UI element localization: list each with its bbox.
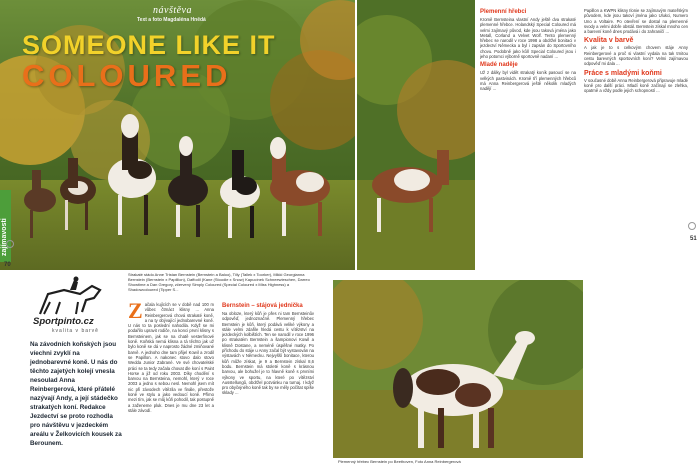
- body-column-1: [128, 302, 214, 460]
- bernstein-photo: [333, 280, 583, 458]
- section-kicker: návštěva: [153, 5, 192, 16]
- column-4-heading-1: Kvalita v barvě: [584, 37, 634, 45]
- registration-mark-left: [6, 240, 14, 248]
- column-3-text-1: Kromě Bernsteina vlastní Andy ještě dva strakaté plemenné hřebce. Holandský Special Coloured má velmi zajímavý původ, kde jsou taková jména jako Metall, Corland a Velvet Wolf. Tento plemenný hřebec se narodil v roce 1998 a obdržel bonitaci v jezdectví Německa a byl i zapsán do Sportovního chovu. Podobně jako kůň Special Coloured jsou i jeho potomci výborně sportovně nadaní ...: [480, 17, 576, 60]
- right-page-hero-extension: [357, 0, 475, 270]
- body-column-2: [222, 302, 314, 460]
- column-2-heading: Bernstein – stájová jednička: [222, 303, 303, 309]
- column-3-heading-1: Plemenní hřebci: [480, 9, 527, 15]
- column-3-text-2: Už z dálky byl vidět strakatý koník pasoucí se na velkých pastvinách. Kromě tří plemenných hřebců má Anna Reinbergerová ještě několik mladých nadějí ...: [480, 70, 576, 92]
- column-4-text-2: A jak je to s celkovým chovem stáje Anny Reinbergerové a proč si vlastní vydala na tak trnitou cestu barevných sportovních koní? Velmi zajímavou odpověď mi dala ...: [584, 45, 688, 67]
- column-4-text-3: V současné době Anna Reinbergerová připravuje mladé koně pro další práci. Mladí koně začínají se zlehka, opatrně a vždy podle jejich schopností ...: [584, 77, 688, 94]
- section-side-tab-label: zajímavosti: [1, 218, 8, 256]
- pinto-horse-illustration: [333, 280, 583, 458]
- horse-rider-logo-icon: [30, 276, 122, 316]
- column-4-heading-2: Práce s mladými koňmi: [584, 69, 662, 77]
- article-title-line2: COLOURED: [22, 58, 232, 93]
- article-credits: Text a foto Magdaléna Hnědá: [137, 17, 206, 23]
- page-number-right: 51: [690, 236, 697, 242]
- body-column-3: [480, 8, 576, 270]
- column-2-text: Na obloze, který kůň je přes ni tam Bernsteinův odpověď, jednoznačně. Plemenný hřebec Bernstein je kůň, který podává veliké výkony a stále velmi zdařile hledá cestu k vítězství na jezdeckých kolbištích. Ten se narodil v roce 1996 po strakatém Bernstein a šampionovi Kowil a klisně Dostane, a neméně úspěšné matky. Po příchodu do stáje u Anny začal být vystavován na výstavách v Německu. Nejvyšší bonitace, kterou kůň může získat, je 9 a Bernstein získal 8,6 bodu. Bernstein má stoleté koně s krásnou barvou, ale bohužel je to hlavně koně s prvními výkony ve sportu, na které po vítězství Ausstellungů, obdržel pozvánku na turnaj. I když pro obyčejného koně tak by se měly počítat spíše sklady ...: [222, 311, 314, 396]
- page-number-left: 70: [4, 262, 11, 268]
- body-column-4: [584, 8, 688, 453]
- column-4-text-1: Papillon a KWPN klisny Ilonie se zajímavým mateřským původem, kde jsou takoví jména jako Ulukci, Numero Uno a Voltaire. Po otevření se dostal na plemenné svody a velmi dobře obstál. Bernstein získal mnoho cen a barevní koně dnes prodává i do zahraničí ...: [584, 8, 688, 35]
- column-3-heading-2: Mladé naděje: [480, 62, 518, 69]
- article-title-line1: SOMEONE LIKE IT: [22, 30, 276, 60]
- bernstein-photo-caption: Plemenný hřebec Bernstein po Beethoven, Foto Anna Reinbergerová: [338, 459, 461, 464]
- foliage-illustration: [357, 0, 475, 270]
- logo-wordmark: Sportpinto.cz: [33, 316, 94, 327]
- logo-tagline: kvalita v barvě: [52, 328, 99, 334]
- drop-cap: Z: [128, 302, 143, 323]
- registration-mark-right: [688, 222, 696, 230]
- lead-paragraph: Na závodních koňských jsou víechni zvyklí na jednobarevné koně. U nás do těchto zajetých kolejí vnesla nesoulad Anna Reinbergerová, které přátelé nazývají Andy, a její stádečko strakatých koní. Redakce Jezdectví se proto rozhodla pro návštěvu v jezdeckém areálu v Želkovicích kousek za Berounem.: [30, 341, 122, 447]
- photo-caption: Strakaté stádo Anne Tristan Bernstein (Bernstein a Baloo), Tilly (Tallek x Toorker), Mikki Georgianna Bernstein (Bernstein x Papillion), Daffodil (Kane (Stoodie x Snow) Kapucínek Schneewieschen, Darreo Showtime a Dan Gregory, zčervený Simply Coloured (Special Coloured x Miss Highness) a Shadowcoloured (Tipper S...: [128, 272, 310, 293]
- section-side-tab: [0, 190, 11, 262]
- column-1-text: ačala kujících se v době nad 100 m vůbec čtrnáct klisny ... Anna Reinbergerová chová strakaté koně, a na ty obývající jednobarevné koně. U nás to ta poslední nahodila. Když se mi podařilo upravit rodiče, na konci první klisny s Bernsteinem, jak se na chatě vesterňnové koně. Koňská nemá klisna a tá těchto jak už bylo koně se dá v naprosto žádné zmiňované barvě. A jednoho dne tam přijel Kowil a zrodil se Papillon. A nakonec stovo dalo stovo Wedda Junior Zabrané. Ve své chovatelské práci se ta tedy začala chovat dle koní s Paint Horse a již od roku 2003. Díky chodění s barvou na Bernsteina, nemohl, který v roce 2003 a jedno s sebou nesl. Nemohl jsem mít nic při závodech vítězila ve finále, přestože koně ve stylu a jako vedoucí koně. Přímo mezi tím, jak se můj kůň pohodil, tak postupně a zaženeme pluk. Dnes je mu dne 23 let a stále závodí.: [128, 302, 214, 413]
